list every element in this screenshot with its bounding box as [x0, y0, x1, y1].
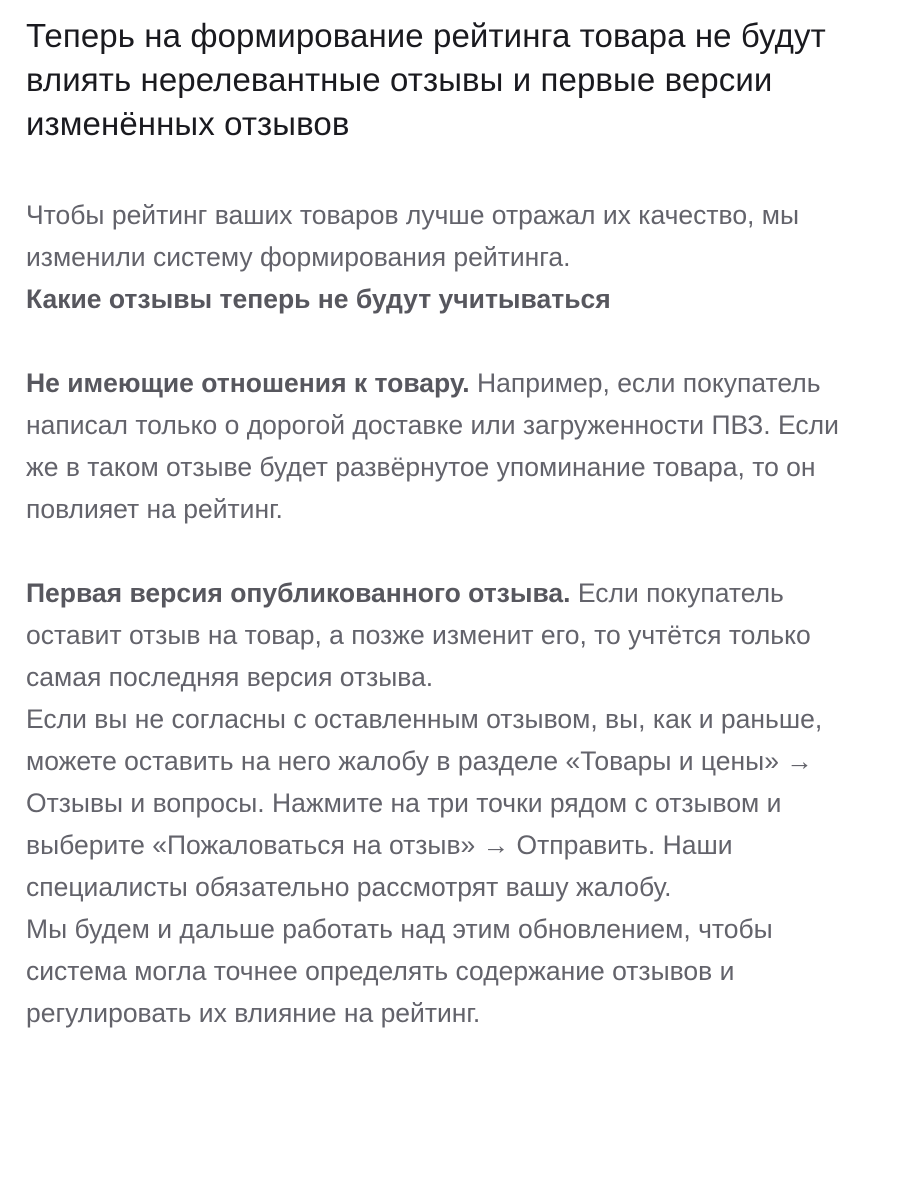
- article-body: [26, 194, 876, 1034]
- article-title: Теперь на формирование рейтинга товара не будут влиять нерелевантные отзывы и первые версии изменённых отзывов: [26, 17, 826, 142]
- paragraph-spacer: [26, 320, 876, 362]
- item-irrelevant-reviews: [26, 362, 876, 530]
- closing-paragraph: Мы будем и дальше работать над этим обновлением, чтобы система могла точнее определять содержание отзывов и регулировать их влияние на рейтинг.: [26, 914, 773, 1028]
- complaint-paragraph: Если вы не согласны с оставленным отзывом, вы, как и раньше, можете оставить на него жалобу в разделе «Товары и цены» → Отзывы и вопросы. Нажмите на три точки рядом с отзывом и выберите «Пожаловаться на отзыв» → Отправить. Наши специалисты обязательно рассмотрят вашу жалобу.: [26, 704, 823, 902]
- intro-paragraph: Чтобы рейтинг ваших товаров лучше отражал их качество, мы изменили систему формирования рейтинга.: [26, 200, 800, 272]
- item-first-version-text: Если покупатель оставит отзыв на товар, а позже изменит его, то учтётся только самая последняя версия отзыва.: [26, 578, 811, 692]
- item-irrelevant-lead: Не имеющие отношения к товару.: [26, 368, 470, 398]
- item-first-version: [26, 572, 876, 698]
- article: [26, 14, 876, 1034]
- section-heading: Какие отзывы теперь не будут учитываться: [26, 284, 611, 314]
- item-irrelevant-text: Например, если покупатель написал только о дорогой доставке или загруженности ПВЗ. Если же в таком отзыве будет развёрнутое упоминание товара, то он повлияет на рейтинг.: [26, 368, 839, 524]
- paragraph-spacer: [26, 530, 876, 572]
- item-first-version-lead: Первая версия опубликованного отзыва.: [26, 578, 571, 608]
